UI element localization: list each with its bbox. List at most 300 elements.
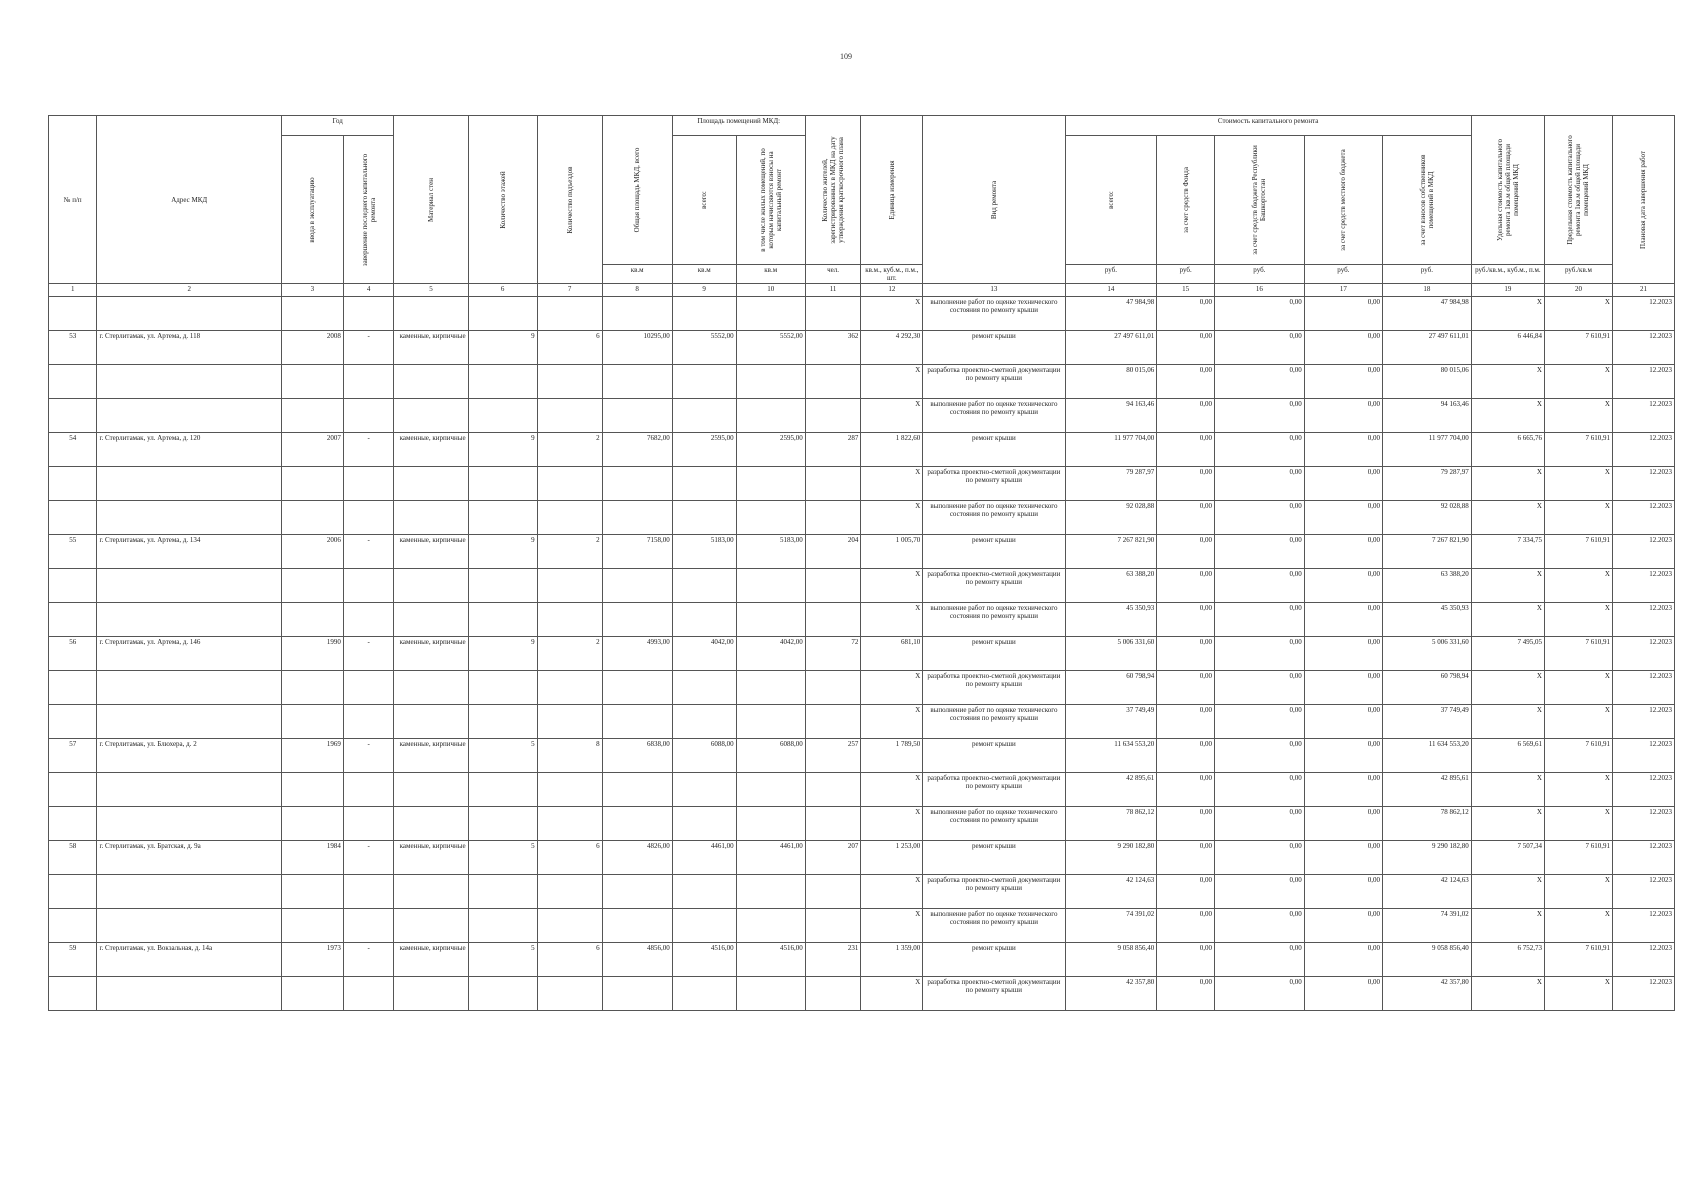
cell-fund: 0,00 [1157, 399, 1215, 433]
cell-date: 12.2023 [1612, 841, 1674, 875]
cell-entr: 2 [537, 433, 602, 467]
cell-p-total: 4516,00 [672, 943, 736, 977]
cell-num [49, 467, 97, 501]
cell-date: 12.2023 [1612, 501, 1674, 535]
cell-loc: 0,00 [1304, 501, 1382, 535]
cell-address: г. Стерлитамак, ул. Вокзальная, д. 14а [97, 943, 282, 977]
cell-type: ремонт крыши [923, 331, 1065, 365]
cell-floors [468, 603, 537, 637]
cell-rep: 0,00 [1215, 739, 1305, 773]
cell-floors: 9 [468, 331, 537, 365]
cell-total: 79 287,97 [1065, 467, 1157, 501]
cell-entr: 6 [537, 331, 602, 365]
cell-entr: 6 [537, 943, 602, 977]
cell-mc: 7 610,91 [1544, 433, 1612, 467]
cell-floors [468, 773, 537, 807]
cell-loc: 0,00 [1304, 637, 1382, 671]
cell-loc: 0,00 [1304, 943, 1382, 977]
cell-p-total: 2595,00 [672, 433, 736, 467]
cell-uc: X [1471, 467, 1544, 501]
cell-p-fund: 4461,00 [736, 841, 805, 875]
cell-mc: X [1544, 773, 1612, 807]
cell-own: 78 862,12 [1383, 807, 1472, 841]
cell-num: 53 [49, 331, 97, 365]
cell-total: 94 163,46 [1065, 399, 1157, 433]
cell-year2 [343, 909, 394, 943]
cell-rep: 0,00 [1215, 433, 1305, 467]
table-row [49, 943, 1675, 977]
cell-material: каменные, кирпичные [394, 331, 468, 365]
cell-year1 [282, 399, 344, 433]
table-row [49, 569, 1675, 603]
cell-uc: X [1471, 365, 1544, 399]
cell-date: 12.2023 [1612, 399, 1674, 433]
cell-mc: X [1544, 603, 1612, 637]
cell-address [97, 603, 282, 637]
cell-mc: X [1544, 365, 1612, 399]
cell-date: 12.2023 [1612, 705, 1674, 739]
cell-material [394, 399, 468, 433]
cell-area [602, 909, 672, 943]
cell-area [602, 773, 672, 807]
cell-rep: 0,00 [1215, 331, 1305, 365]
cell-address: г. Стерлитамак, ул. Артема, д. 146 [97, 637, 282, 671]
cell-unit: X [861, 501, 923, 535]
cell-loc: 0,00 [1304, 399, 1382, 433]
table-row [49, 433, 1675, 467]
cell-floors [468, 569, 537, 603]
column-number: 5 [394, 284, 468, 297]
column-number: 10 [736, 284, 805, 297]
cell-rep: 0,00 [1215, 399, 1305, 433]
cell-type: ремонт крыши [923, 535, 1065, 569]
cell-entr [537, 467, 602, 501]
cell-type: выполнение работ по оценке технического состояния по ремонту крыши [923, 501, 1065, 535]
hdr-year-last-repair: завершение последнего капитального ремонта [343, 136, 394, 284]
table-header [49, 116, 1675, 297]
cell-people [805, 365, 861, 399]
cell-floors: 5 [468, 739, 537, 773]
cell-year1: 2007 [282, 433, 344, 467]
cell-p-fund [736, 773, 805, 807]
cell-fund: 0,00 [1157, 943, 1215, 977]
cell-rep: 0,00 [1215, 807, 1305, 841]
cell-fund: 0,00 [1157, 501, 1215, 535]
cell-own: 92 028,88 [1383, 501, 1472, 535]
cell-type: ремонт крыши [923, 637, 1065, 671]
hdr-unit: Единица измерения [861, 116, 923, 265]
cell-area [602, 807, 672, 841]
cell-type: выполнение работ по оценке технического состояния по ремонту крыши [923, 807, 1065, 841]
hdr-unit-rub-owners: руб. [1383, 265, 1472, 284]
cell-total: 42 124,63 [1065, 875, 1157, 909]
cell-people [805, 467, 861, 501]
cell-date: 12.2023 [1612, 297, 1674, 331]
cell-year2 [343, 399, 394, 433]
cell-p-fund [736, 297, 805, 331]
cell-date: 12.2023 [1612, 909, 1674, 943]
cell-p-fund: 4042,00 [736, 637, 805, 671]
cell-people: 204 [805, 535, 861, 569]
cell-people [805, 603, 861, 637]
cell-entr [537, 875, 602, 909]
cell-entr: 8 [537, 739, 602, 773]
cell-unit: X [861, 773, 923, 807]
cell-fund: 0,00 [1157, 773, 1215, 807]
cell-fund: 0,00 [1157, 977, 1215, 1011]
cell-floors: 5 [468, 943, 537, 977]
cell-year1: 2008 [282, 331, 344, 365]
cell-unit: X [861, 977, 923, 1011]
hdr-unit-measure: кв.м., куб.м., п.м., шт. [861, 265, 923, 284]
cell-own: 74 391,02 [1383, 909, 1472, 943]
cell-floors [468, 297, 537, 331]
column-number: 3 [282, 284, 344, 297]
table-row [49, 297, 1675, 331]
cell-uc: 7 507,34 [1471, 841, 1544, 875]
cell-floors [468, 467, 537, 501]
cell-material [394, 569, 468, 603]
cell-year2 [343, 467, 394, 501]
cell-type: ремонт крыши [923, 841, 1065, 875]
table-row [49, 535, 1675, 569]
cell-date: 12.2023 [1612, 773, 1674, 807]
cell-own: 60 798,94 [1383, 671, 1472, 705]
column-number: 8 [602, 284, 672, 297]
cell-uc: X [1471, 297, 1544, 331]
cell-floors [468, 875, 537, 909]
cell-people [805, 501, 861, 535]
cell-floors: 9 [468, 637, 537, 671]
cell-area [602, 705, 672, 739]
cell-uc: X [1471, 875, 1544, 909]
hdr-deadline: Плановая дата завершения работ [1612, 116, 1674, 284]
cell-area [602, 977, 672, 1011]
cell-loc: 0,00 [1304, 841, 1382, 875]
cell-own: 79 287,97 [1383, 467, 1472, 501]
cell-p-fund: 6088,00 [736, 739, 805, 773]
cell-year2: - [343, 943, 394, 977]
cell-entr [537, 399, 602, 433]
cell-p-total [672, 773, 736, 807]
cell-type: разработка проектно-сметной документации по ремонту крыши [923, 671, 1065, 705]
cell-mc: 7 610,91 [1544, 841, 1612, 875]
cell-total: 74 391,02 [1065, 909, 1157, 943]
cell-loc: 0,00 [1304, 433, 1382, 467]
cell-uc: X [1471, 909, 1544, 943]
table-row [49, 909, 1675, 943]
column-number: 4 [343, 284, 394, 297]
cell-floors [468, 501, 537, 535]
cell-people [805, 773, 861, 807]
cell-mc: X [1544, 705, 1612, 739]
cell-year1 [282, 603, 344, 637]
table-row [49, 807, 1675, 841]
cell-address [97, 399, 282, 433]
cell-total: 47 984,98 [1065, 297, 1157, 331]
cell-date: 12.2023 [1612, 807, 1674, 841]
cell-num: 57 [49, 739, 97, 773]
cell-fund: 0,00 [1157, 467, 1215, 501]
cell-address: г. Стерлитамак, ул. Артема, д. 118 [97, 331, 282, 365]
table-row [49, 671, 1675, 705]
cell-date: 12.2023 [1612, 331, 1674, 365]
hdr-unit-area-total: кв.м [602, 265, 672, 284]
cell-uc: 6 752,73 [1471, 943, 1544, 977]
cell-num [49, 671, 97, 705]
cell-loc: 0,00 [1304, 603, 1382, 637]
hdr-entrances: Количество подъездов [537, 116, 602, 284]
cell-area [602, 569, 672, 603]
hdr-unit-rub-republic: руб. [1215, 265, 1305, 284]
cell-address [97, 977, 282, 1011]
column-number: 1 [49, 284, 97, 297]
cell-fund: 0,00 [1157, 909, 1215, 943]
cell-loc: 0,00 [1304, 739, 1382, 773]
cell-people: 231 [805, 943, 861, 977]
cell-year1: 1990 [282, 637, 344, 671]
cell-fund: 0,00 [1157, 637, 1215, 671]
cell-mc: X [1544, 297, 1612, 331]
cell-date: 12.2023 [1612, 637, 1674, 671]
cell-year1 [282, 467, 344, 501]
cell-area: 4993,00 [602, 637, 672, 671]
cell-type: разработка проектно-сметной документации по ремонту крыши [923, 467, 1065, 501]
cell-people [805, 807, 861, 841]
cell-uc: 7 334,75 [1471, 535, 1544, 569]
cell-type: выполнение работ по оценке технического состояния по ремонту крыши [923, 909, 1065, 943]
cell-year1 [282, 365, 344, 399]
cell-area: 4826,00 [602, 841, 672, 875]
cell-p-fund [736, 909, 805, 943]
cell-address [97, 705, 282, 739]
column-numbers-row [49, 284, 1675, 297]
cell-type: выполнение работ по оценке технического состояния по ремонту крыши [923, 705, 1065, 739]
cell-p-fund [736, 875, 805, 909]
hdr-cost-total: всего: [1065, 136, 1157, 265]
cell-area: 4856,00 [602, 943, 672, 977]
cell-material: каменные, кирпичные [394, 841, 468, 875]
cell-people: 362 [805, 331, 861, 365]
cell-rep: 0,00 [1215, 841, 1305, 875]
cell-fund: 0,00 [1157, 739, 1215, 773]
cell-p-total [672, 365, 736, 399]
cell-date: 12.2023 [1612, 875, 1674, 909]
cell-people [805, 399, 861, 433]
cell-own: 27 497 611,01 [1383, 331, 1472, 365]
hdr-premises-area: Площадь помещений МКД: [672, 116, 805, 136]
cell-unit: X [861, 399, 923, 433]
cell-loc: 0,00 [1304, 535, 1382, 569]
cell-p-total: 5183,00 [672, 535, 736, 569]
cell-fund: 0,00 [1157, 433, 1215, 467]
cell-own: 9 058 856,40 [1383, 943, 1472, 977]
cell-year1 [282, 807, 344, 841]
cell-area: 7158,00 [602, 535, 672, 569]
cell-people [805, 297, 861, 331]
cell-fund: 0,00 [1157, 875, 1215, 909]
cell-p-fund: 5552,00 [736, 331, 805, 365]
cell-address [97, 807, 282, 841]
cell-entr [537, 909, 602, 943]
cell-address [97, 365, 282, 399]
cell-loc: 0,00 [1304, 875, 1382, 909]
cell-mc: X [1544, 501, 1612, 535]
cell-type: выполнение работ по оценке технического состояния по ремонту крыши [923, 297, 1065, 331]
cell-total: 78 862,12 [1065, 807, 1157, 841]
cell-floors: 5 [468, 841, 537, 875]
cell-uc: 6 665,76 [1471, 433, 1544, 467]
cell-unit: 1 253,00 [861, 841, 923, 875]
cell-own: 42 895,61 [1383, 773, 1472, 807]
cell-rep: 0,00 [1215, 943, 1305, 977]
cell-entr [537, 501, 602, 535]
hdr-unit-area-fund: кв.м [736, 265, 805, 284]
cell-area: 10295,00 [602, 331, 672, 365]
cell-p-total [672, 399, 736, 433]
cell-mc: X [1544, 671, 1612, 705]
column-number: 16 [1215, 284, 1305, 297]
cell-unit: X [861, 365, 923, 399]
cell-num: 55 [49, 535, 97, 569]
cell-num [49, 399, 97, 433]
cell-unit: X [861, 875, 923, 909]
cell-p-fund [736, 977, 805, 1011]
cell-own: 11 977 704,00 [1383, 433, 1472, 467]
cell-material [394, 467, 468, 501]
cell-year2: - [343, 841, 394, 875]
cell-year1: 1984 [282, 841, 344, 875]
cell-p-total [672, 807, 736, 841]
cell-total: 92 028,88 [1065, 501, 1157, 535]
cell-p-fund [736, 501, 805, 535]
cell-type: разработка проектно-сметной документации по ремонту крыши [923, 773, 1065, 807]
table-row [49, 501, 1675, 535]
cell-num [49, 365, 97, 399]
cell-address [97, 773, 282, 807]
cell-p-total [672, 909, 736, 943]
cell-p-total [672, 705, 736, 739]
cell-uc: 6 446,84 [1471, 331, 1544, 365]
cell-num [49, 297, 97, 331]
cell-material [394, 365, 468, 399]
cell-floors: 9 [468, 535, 537, 569]
table-row [49, 875, 1675, 909]
cell-area [602, 501, 672, 535]
cell-material: каменные, кирпичные [394, 637, 468, 671]
cell-people [805, 671, 861, 705]
cell-floors [468, 807, 537, 841]
cell-year1: 2006 [282, 535, 344, 569]
cell-p-fund [736, 807, 805, 841]
cell-num [49, 773, 97, 807]
cell-uc: X [1471, 399, 1544, 433]
cell-p-fund: 5183,00 [736, 535, 805, 569]
cell-p-total [672, 501, 736, 535]
cell-p-total [672, 671, 736, 705]
cell-mc: X [1544, 807, 1612, 841]
cell-own: 9 290 182,80 [1383, 841, 1472, 875]
cell-uc: X [1471, 977, 1544, 1011]
column-number: 12 [861, 284, 923, 297]
hdr-floors: Количество этажей [468, 116, 537, 284]
cell-type: ремонт крыши [923, 739, 1065, 773]
cell-uc: X [1471, 501, 1544, 535]
cell-area [602, 365, 672, 399]
hdr-year: Год [282, 116, 394, 136]
cell-type: разработка проектно-сметной документации по ремонту крыши [923, 977, 1065, 1011]
cell-p-total [672, 875, 736, 909]
cell-date: 12.2023 [1612, 569, 1674, 603]
cell-entr [537, 705, 602, 739]
cell-fund: 0,00 [1157, 569, 1215, 603]
cell-own: 7 267 821,90 [1383, 535, 1472, 569]
cell-p-fund: 2595,00 [736, 433, 805, 467]
cell-entr [537, 603, 602, 637]
cell-material: каменные, кирпичные [394, 433, 468, 467]
table-row [49, 977, 1675, 1011]
cell-total: 7 267 821,90 [1065, 535, 1157, 569]
hdr-repair-type: Вид ремонта [923, 116, 1065, 284]
cell-people [805, 875, 861, 909]
cell-loc: 0,00 [1304, 467, 1382, 501]
cell-date: 12.2023 [1612, 739, 1674, 773]
cell-num: 54 [49, 433, 97, 467]
cell-date: 12.2023 [1612, 433, 1674, 467]
cell-p-total [672, 467, 736, 501]
cell-uc: X [1471, 569, 1544, 603]
cell-year2 [343, 671, 394, 705]
cell-date: 12.2023 [1612, 977, 1674, 1011]
cell-people [805, 977, 861, 1011]
cell-unit: 1 005,70 [861, 535, 923, 569]
cell-entr [537, 569, 602, 603]
cell-num [49, 569, 97, 603]
table-row [49, 739, 1675, 773]
cell-entr: 2 [537, 637, 602, 671]
cell-year2 [343, 501, 394, 535]
cell-material [394, 671, 468, 705]
cell-type: выполнение работ по оценке технического состояния по ремонту крыши [923, 603, 1065, 637]
cell-num [49, 603, 97, 637]
cell-loc: 0,00 [1304, 773, 1382, 807]
hdr-unit-cost: Удельная стоимость капитального ремонта 1кв.м общей площади помещений МКД [1471, 116, 1544, 265]
column-number: 11 [805, 284, 861, 297]
cell-total: 80 015,06 [1065, 365, 1157, 399]
cell-num: 59 [49, 943, 97, 977]
cell-area [602, 603, 672, 637]
cell-total: 42 357,80 [1065, 977, 1157, 1011]
cell-rep: 0,00 [1215, 603, 1305, 637]
cell-total: 11 634 553,20 [1065, 739, 1157, 773]
cell-uc: X [1471, 671, 1544, 705]
hdr-cost-fund: за счет средств Фонда [1157, 136, 1215, 265]
table-row [49, 365, 1675, 399]
cell-rep: 0,00 [1215, 705, 1305, 739]
cell-own: 11 634 553,20 [1383, 739, 1472, 773]
hdr-unit-area-premises: кв.м [672, 265, 736, 284]
cell-p-fund [736, 365, 805, 399]
cell-total: 42 895,61 [1065, 773, 1157, 807]
cell-mc: X [1544, 875, 1612, 909]
table-row [49, 399, 1675, 433]
cell-floors: 9 [468, 433, 537, 467]
cell-rep: 0,00 [1215, 773, 1305, 807]
cell-floors [468, 671, 537, 705]
cell-own: 42 124,63 [1383, 875, 1472, 909]
cell-loc: 0,00 [1304, 331, 1382, 365]
cell-type: выполнение работ по оценке технического состояния по ремонту крыши [923, 399, 1065, 433]
